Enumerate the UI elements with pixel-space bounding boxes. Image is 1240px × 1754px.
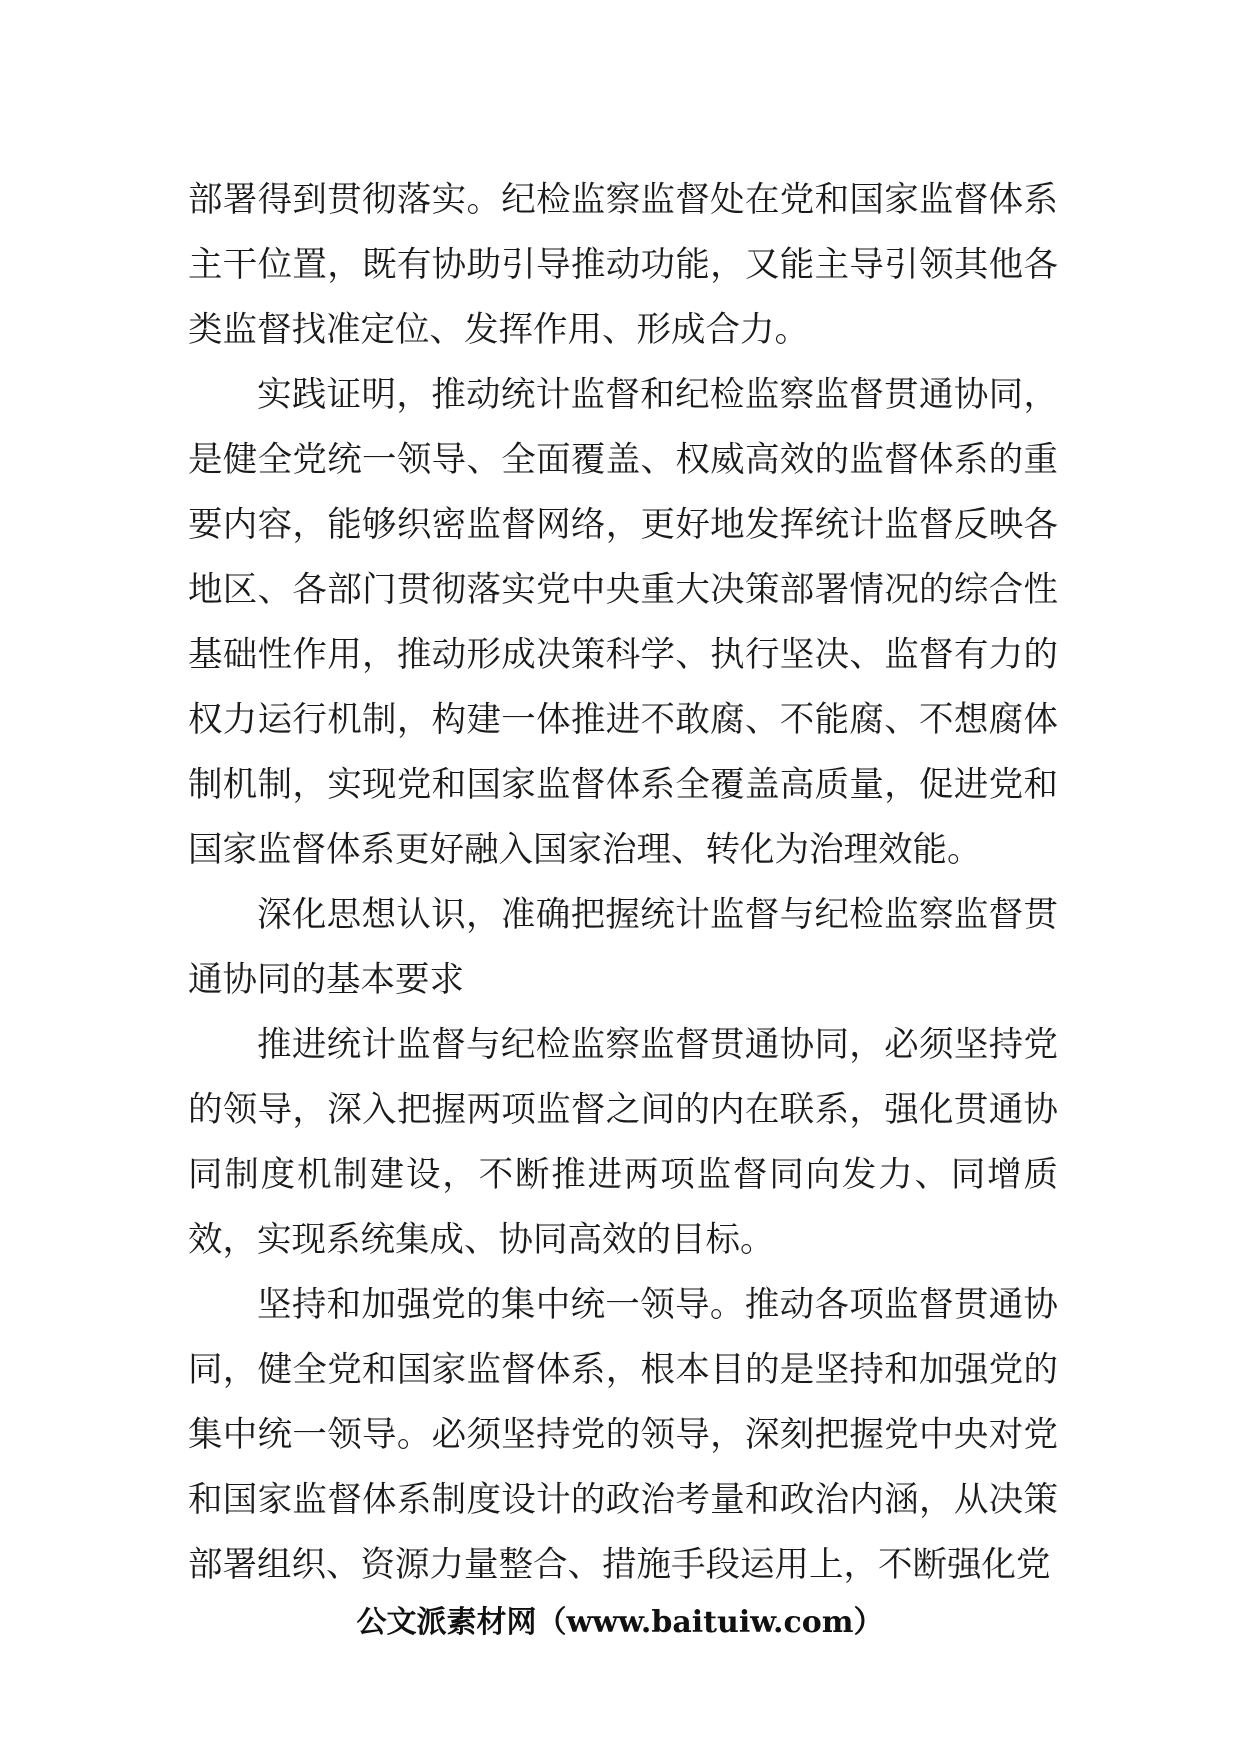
section-heading: 深化思想认识，准确把握统计监督与纪检监察监督贯通协同的基本要求 [188,895,1058,1000]
paragraph-1: 部署得到贯彻落实。纪检监察监督处在党和国家监督体系主干位置，既有协助引导推动功能，又能主导引领其他各类监督找准定位、发挥作用、形成合力。 [188,180,1058,350]
paragraph-2: 实践证明，推动统计监督和纪检监察监督贯通协同，是健全党统一领导、全面覆盖、权威高效的监督体系的重要内容，能够织密监督网络，更好地发挥统计监督反映各地区、各部门贯彻落实党中央重大决策部署情况的综合性基础性作用，推动形成决策科学、执行坚决、监督有力的权力运行机制，构建一体推进不敢腐、不能腐、不想腐体制机制，实现党和国家监督体系全覆盖高质量，促进党和国家监督体系更好融入国家治理、转化为治理效能。 [188,375,1058,870]
paragraph-4: 坚持和加强党的集中统一领导。推动各项监督贯通协同，健全党和国家监督体系，根本目的是坚持和加强党的集中统一领导。必须坚持党的领导，深刻把握党中央对党和国家监督体系制度设计的政治考量和政治内涵，从决策部署组织、资源力量整合、措施手段运用上，不断强化党 [188,1285,1058,1585]
document-body [188,168,1058,1598]
footer-watermark-text: 公文派素材网（www.baituiw.com） [356,1605,884,1640]
paragraph-3: 推进统计监督与纪检监察监督贯通协同，必须坚持党的领导，深入把握两项监督之间的内在联系，强化贯通协同制度机制建设，不断推进两项监督同向发力、同增质效，实现系统集成、协同高效的目标。 [188,1025,1058,1260]
